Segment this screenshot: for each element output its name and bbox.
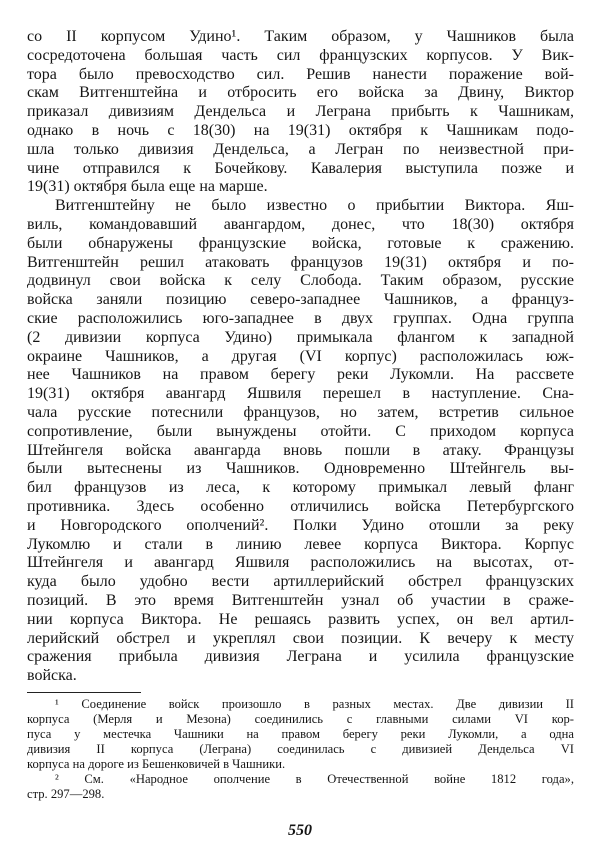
- paragraph-1: [27, 28, 574, 197]
- text-line: куда было удобно вести артиллерийский обстрел французских: [27, 573, 574, 591]
- text-line: сосредоточена большая часть сил французских корпусов. У Вик-: [27, 46, 574, 64]
- text-line: (2 дивизии корпуса Удино) примыкала флангом к западной: [27, 328, 574, 346]
- text-line: были вытеснены из Чашников. Одновременно Штейнгель вы-: [27, 460, 574, 478]
- footnote-line: ¹ Соединение войск произошло в разных местах. Две дивизии II: [55, 697, 574, 711]
- text-line: тора было превосходство сил. Решив нанести поражение вой-: [27, 65, 574, 83]
- text-line: скам Витгенштейна и отбросить его войска за Двину, Виктор: [27, 84, 574, 102]
- text-line: бил французов из леса, к которому примыкал левый фланг: [27, 479, 574, 497]
- text-line: ские расположились юго-западнее в двух группах. Одна группа: [27, 309, 574, 327]
- footnote-line: корпуса на дороге из Бешенковичей в Чашники.: [27, 757, 286, 771]
- text-line: Штейнгеля войска авангарда вновь пошли в атаку. Французы: [27, 441, 574, 459]
- footnote-2: [27, 772, 574, 802]
- footnote-line: стр. 297—298.: [27, 787, 105, 801]
- text-line: додвинул свои войска к селу Слобода. Таким образом, русские: [27, 272, 574, 290]
- text-line: приказал дивизиям Дендельса и Леграна прибыть к Чашникам,: [27, 103, 574, 121]
- text-line: со II корпусом Удино¹. Таким образом, у Чашников была: [27, 28, 574, 45]
- text-line: лерийский обстрел и укреплял свои позиции. К вечеру к месту: [27, 629, 574, 647]
- main-text: [27, 28, 574, 686]
- text-line: войска.: [27, 667, 77, 685]
- text-line: 19(31) октября была еще на марше.: [27, 178, 268, 196]
- text-line: чине отправился к Бочейкову. Кавалерия выступила позже и: [27, 159, 574, 177]
- text-line: чала русские потеснили французов, но затем, встретив сильное: [27, 403, 574, 421]
- text-line: и Новгородского ополчений². Полки Удино отошли за реку: [27, 516, 574, 534]
- footnote-divider: [27, 692, 141, 693]
- footnote-line: дивизия II корпуса (Леграна) соединилась с дивизией Дендельса VI: [27, 742, 574, 756]
- text-line: сражения прибыла дивизия Леграна и усилила французские: [27, 648, 574, 666]
- text-line: позиций. В это время Витгенштейн узнал об участии в сраже-: [27, 591, 574, 609]
- footnote-line: корпуса (Мерля и Мезона) соединились с главными силами VI кор-: [27, 712, 574, 726]
- text-line: виль, командовавший авангардом, донес, что 18(30) октября: [27, 215, 574, 233]
- text-line: 19(31) октября авангард Яшвиля перешел в наступление. Сна-: [27, 385, 574, 403]
- text-line: были обнаружены французские войска, готовые к сражению.: [27, 234, 574, 252]
- text-line: окраине Чашников, а другая (VI корпус) расположилась юж-: [27, 347, 574, 365]
- text-line: шла только дивизия Дендельса, а Легран по неизвестной при-: [27, 140, 574, 158]
- text-line: противника. Здесь особенно отличились войска Петербургского: [27, 497, 574, 515]
- text-line: войска заняли позицию северо-западнее Чашников, а француз-: [27, 291, 574, 309]
- footnote-1: [27, 697, 574, 772]
- text-line: нии корпуса Виктора. Не решаясь развить успех, он вел артил-: [27, 610, 574, 628]
- text-line: Лукомлю и стали в линию левее корпуса Виктора. Корпус: [27, 535, 574, 553]
- text-line: однако в ночь с 18(30) на 19(31) октября к Чашникам подо-: [27, 121, 574, 139]
- page-number: 550: [288, 822, 312, 839]
- paragraph-2: [27, 197, 574, 686]
- text-line: Витгенштейну не было известно о прибытии Виктора. Яш-: [55, 197, 574, 215]
- text-line: Штейнгеля и авангард Яшвиля расположились на высотах, от-: [27, 554, 574, 572]
- footnote-line: пуса у местечка Чашники на правом берегу реки Лукомли, а одна: [27, 727, 574, 741]
- text-line: сопротивление, были вынуждены отойти. С приходом корпуса: [27, 422, 574, 440]
- text-line: нее Чашников на правом берегу реки Лукомли. На рассвете: [27, 366, 574, 384]
- text-line: Витгенштейн решил атаковать французов 19(31) октября и по-: [27, 253, 574, 271]
- footnotes: [27, 697, 574, 802]
- footnote-line: ² См. «Народное ополчение в Отечественной войне 1812 года»,: [55, 772, 574, 786]
